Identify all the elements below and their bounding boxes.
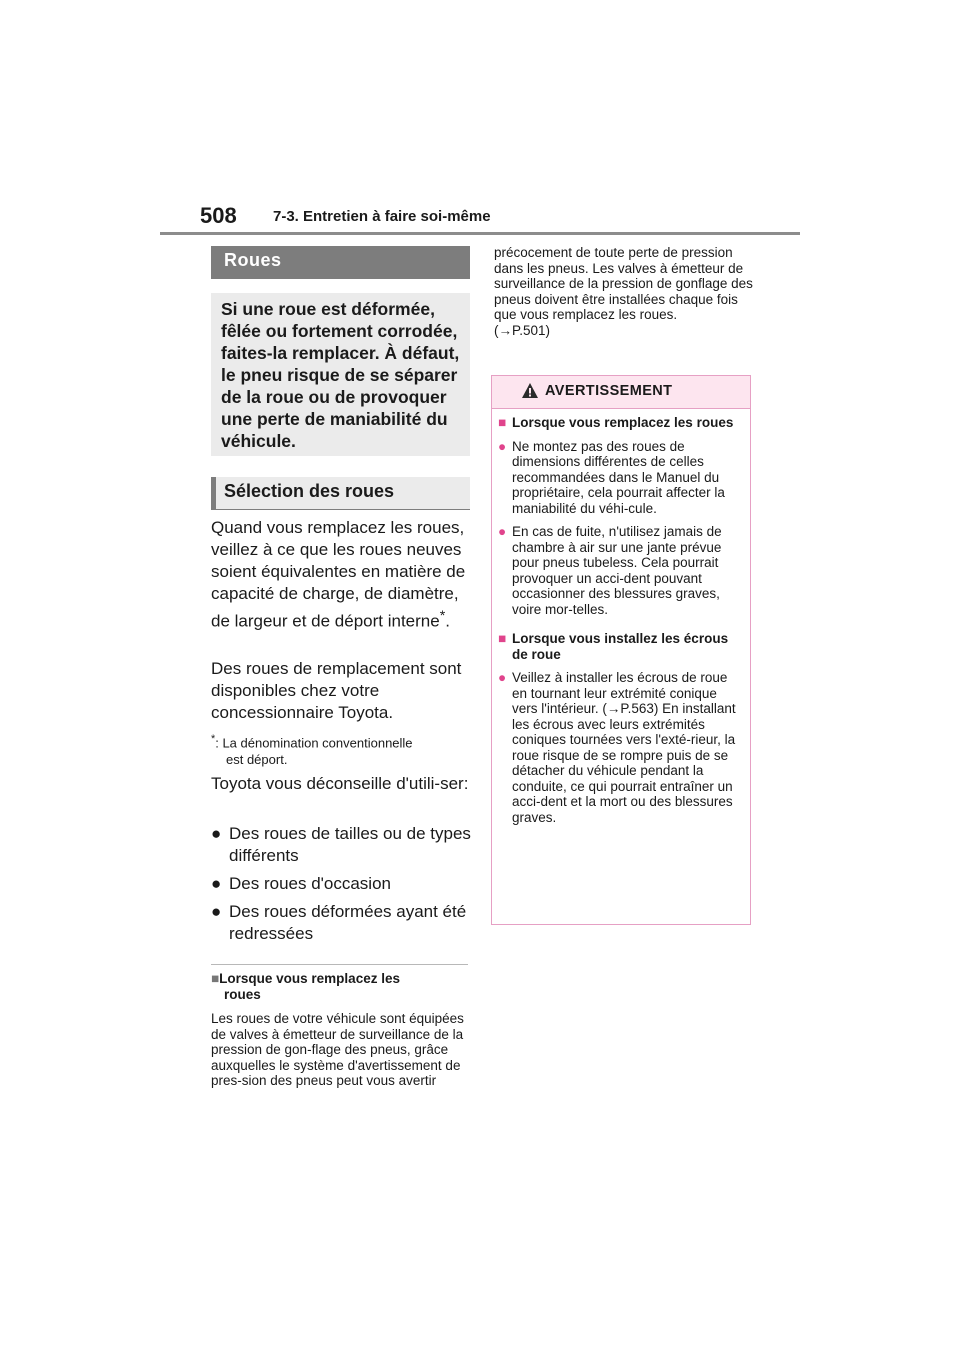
selection-heading-accent	[211, 477, 216, 509]
footnote	[211, 731, 473, 768]
warning-box	[491, 375, 751, 925]
bullet-icon: ●	[211, 824, 222, 843]
warning-title: AVERTISSEMENT	[545, 383, 673, 399]
bullet-icon: ●	[498, 438, 507, 454]
bullet-icon: ●	[211, 874, 222, 893]
section-divider	[211, 964, 468, 965]
warning-item: ● Veillez à installer les écrous de roue en tournant leur extrémité conique vers l'intérieur. (→P.563) En installant les écrous avec leurs extrémités coniques tournées vers l'exté-rieur, la roue risque de se rompre puis de se détacher du véhicule pendant la conduite, ce qui pourrait entraîner un acci-dent et la mort ou des blessures graves.	[498, 670, 736, 825]
roues-warning-box	[211, 293, 470, 456]
footnote-line-1: : La dénomination conventionnelle	[215, 735, 413, 751]
bullet-icon: ●	[498, 670, 507, 685]
bullet-icon: ●	[211, 902, 222, 921]
roues-heading-bar	[211, 246, 470, 279]
warning-heading-nuts: ■ Lorsque vous installez les écrous de roue	[498, 631, 729, 662]
paragraph-valves: Les roues de votre véhicule sont équipées de valves à émetteur de surveillance de la pression de gon-flage des pneus, grâce auxquelles le système d'avertissement de pres-sion des pneus peut vous avertir	[211, 1011, 464, 1088]
warning-box-header	[492, 376, 750, 409]
roues-heading: Roues	[224, 250, 282, 270]
square-icon: ■	[211, 971, 220, 986]
paragraph-replacement-wheels: Des roues de remplacement sont disponibles chez votre concessionnaire Toyota.	[211, 659, 462, 722]
warning-heading-replace: ■ Lorsque vous remplacez les roues	[498, 415, 734, 430]
footnote-mark: *	[211, 733, 216, 745]
selection-heading-bar	[211, 477, 470, 509]
footnote-line-2: est déport.	[226, 752, 288, 768]
paragraph-equivalent-wheels	[211, 517, 473, 633]
selection-rule	[211, 509, 470, 510]
selection-heading: Sélection des roues	[224, 481, 395, 501]
warning-item: ● En cas de fuite, n'utilisez jamais de chambre à air sur une jante prévue pour pneus tubeless. Cela pourrait provoquer un acci-dent pouvant occasionner des blessures graves, voire mor-telles.	[498, 524, 722, 617]
paragraph-valves-continued: précocement de toute perte de pression dans les pneus. Les valves à émetteur de surveillance de la pression de gonflage des pneus doivent être installées chaque fois que vous remplacez les roues. (→P.501)	[494, 245, 753, 338]
roues-warning-text: Si une roue est déformée, fêlée ou fortement corrodée, faites-la remplacer. À défaut, le pneu risque de se séparer de la roue ou de provoquer une perte de maniabilité du véhicule.	[221, 299, 460, 451]
warning-item: ● Ne montez pas des roues de dimensions différentes de celles recommandées dans le Manuel du propriétaire, cela pourrait affecter la maniabilité du véhi-cule.	[498, 438, 725, 516]
para1-text: Quand vous remplacez les roues, veillez à ce que les roues neuves soient équivalentes en matière de capacité de charge, de diamètre, de largeur et de déport interne	[211, 518, 466, 631]
header-rule	[160, 232, 800, 235]
section-title: 7-3. Entretien à faire soi-même	[273, 208, 491, 225]
square-icon: ■	[498, 631, 507, 646]
list-item: ● Des roues de tailles ou de types différents	[211, 824, 471, 865]
paragraph-discourage: Toyota vous déconseille d'utili-ser:	[211, 774, 469, 793]
footnote-marker: *	[439, 608, 446, 624]
bullet-icon: ●	[498, 524, 507, 539]
page-number: 508	[200, 203, 237, 228]
para1-end: .	[445, 611, 450, 631]
discouraged-wheels-list	[211, 823, 473, 951]
warning-box-body	[498, 409, 744, 825]
square-icon: ■	[498, 415, 507, 430]
page-reference-link[interactable]: (→P.501)	[494, 322, 551, 338]
sub-heading-replacing-wheels: ■Lorsque vous remplacez les roues	[211, 971, 400, 1002]
list-item: ● Des roues d'occasion	[211, 874, 391, 893]
warning-triangle-icon	[521, 382, 539, 400]
list-item: ● Des roues déformées ayant été redressées	[211, 902, 467, 943]
